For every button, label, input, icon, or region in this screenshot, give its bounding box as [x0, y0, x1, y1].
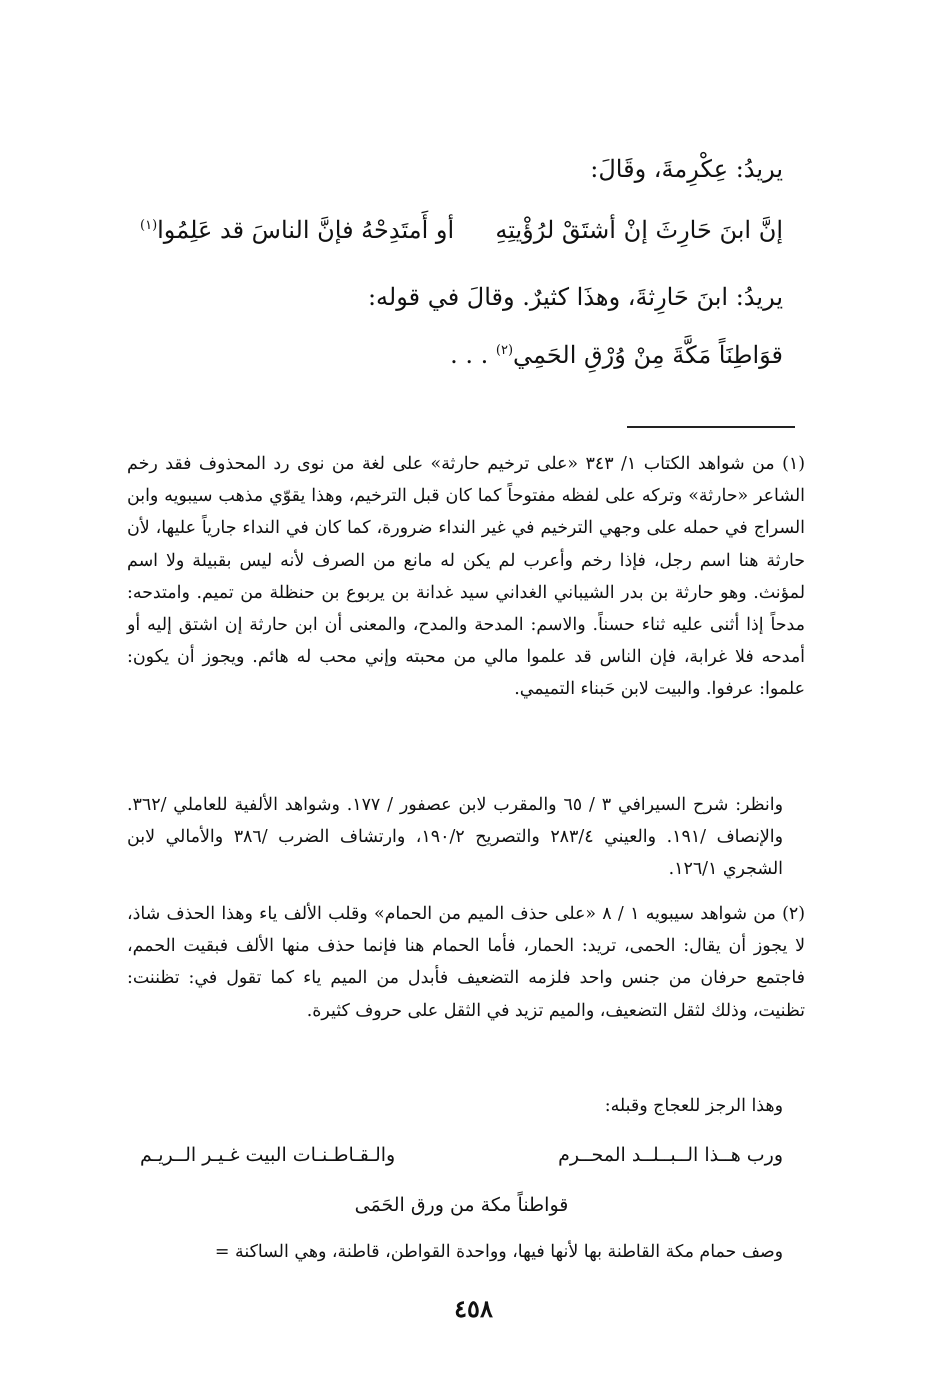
footnote-2-line: الميم ياء كما تقول في: تظننت: تظنيت، وذلك لثقل التضعيف، والميم تزيد في الثقل [127, 968, 805, 1021]
footnote-1-line: سيد غدانة بن يربوع بن حنظلة من تميم. وامتدحه: مدحاً إذا أثنى عليه ثناء حسناً. [127, 582, 805, 636]
footnote-1 [127, 448, 805, 706]
footnote-2-line: منها الألف فبقيت الحمم، فاجتمع حرفان من جنس واحد فلزمه التضعيف فأبدل من [127, 936, 805, 989]
footnote-1-line: من شواهد الكتاب ١/ ٣٤٣ «على ترخيم حارثة» على لغة من نوى رد المحذوف فقد [165, 454, 775, 474]
verse-1-second-hemistich [140, 213, 454, 247]
footnote-separator [627, 426, 795, 428]
footnote-1-line: كان في النداء جارياً عليها، لأن حارثة هنا اسم رجل، فإذا رخم وأعرب لم يكن له [127, 518, 805, 571]
rajaz-verse-2: قواطناً مكة من ورق الحَمَى [354, 1194, 569, 1216]
verse-1-second-hemistich-text: أو أَمتَدِحْهُ فإنَّ الناسَ قد عَلِمُوا [157, 216, 455, 244]
page-number: ٤٥٨ [454, 1294, 493, 1323]
see-also-line: الضرب /٣٨٦ والأمالي لابن الشجري ١٢٦/١. [127, 827, 783, 880]
footnote-1-line: مذهب سيبويه وابن السراج في حمله على وجهي الترخيم في غير النداء ضرورة، كما [127, 486, 805, 539]
verse-2-text: قوَاطِنَاً مَكَّةَ مِنْ وُرْقِ الحَمِي [513, 341, 783, 369]
footnote-1-line: مانع من الصرف لأنه ليس بقبيلة ولا اسم لمؤنث. وهو حارثة بن بدر الشيباني الغداني [127, 550, 805, 603]
footnote-1-line: رخم الشاعر «حارثة» وتركه على لفظه مفتوحاً كما كان قبل الترخيم، وهذا يقوّي [127, 454, 805, 507]
footnote-1-line: والبيت لابن حَبناء التميمي. [514, 679, 701, 700]
footnote-2 [127, 898, 805, 1027]
footnote-2-closing: وصف حمام مكة القاطنة بها لأنها فيها، وواحدة القواطن، قاطنة، وهي الساكنة = [214, 1242, 783, 1262]
verse-2 [450, 338, 783, 372]
see-also-line: وانظر: شرح السيرافي ٣ / ٦٥ والمقرب لابن عصفور / ١٧٧. وشواهد الألفية [234, 795, 783, 815]
footnote-1-line: والاسم: المدحة والمدح، والمعنى أن ابن حارثة إن اشتق إليه أو أمدحه فلا غرابة، فإن [127, 615, 806, 668]
see-also-line: للعاملي /٣٦٢. والإنصاف /١٩١. والعيني ٢٨٣/٤ والتصريح ١٩٠/٢، وارتشاف [127, 795, 783, 848]
rajaz-verse-1-first-hemistich: ورب هــذا الــبــلــد المحــرم [558, 1144, 783, 1166]
footnote-1-line: الناس قد علموا مالي من محبته وإني محب له هائم. ويجوز أن يكون: علموا: عرفوا. [127, 647, 805, 700]
rajaz-verse-1-second-hemistich: والـقـاطـنـات البيت غـيـر الــريـم [140, 1144, 396, 1166]
footnote-2-line: على حروف كثيرة. [306, 1000, 439, 1021]
footnote-2-line: من شواهد سيبويه ١ / ٨ «على حذف الميم من الحمام» وقلب الألف ياء وهذا [221, 904, 776, 924]
main-text-line-2: يريدُ: ابنَ حَارِثةَ، وهذَا كثيرٌ. وقالَ في قوله: [367, 283, 783, 311]
verse-2-ellipsis: . . . [450, 341, 489, 369]
main-text-line-1: يريدُ: عِكْرِمةَ، وقَالَ: [590, 155, 783, 183]
footnote-1-mark: (١) [782, 454, 805, 474]
verse-1-first-hemistich: إنَّ ابنَ حَارِثَ إنْ أشتَقْ لرُؤْيتِهِ [495, 216, 783, 244]
footnote-ref-1: (١) [140, 218, 158, 233]
footnote-2-line: الحذف شاذ، لا يجوز أن يقال: الحمى، تريد: الحمار، فأما الحمام هنا فإنما حذف [127, 904, 806, 957]
footnote-ref-2: (٢) [495, 343, 514, 358]
rajaz-intro: وهذا الرجز للعجاج وقبله: [604, 1096, 783, 1116]
footnote-2-mark: (٢) [782, 904, 805, 924]
footnote-1-see-also [127, 789, 783, 886]
